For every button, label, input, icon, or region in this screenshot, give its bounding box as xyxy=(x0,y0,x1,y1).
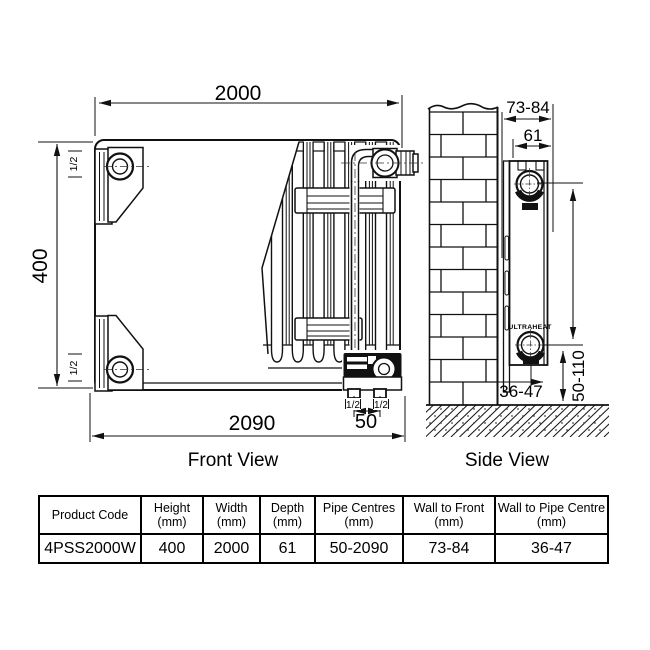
bottom-right-valve xyxy=(342,350,404,398)
cell-product-code: 4PSS2000W xyxy=(39,534,141,563)
wall-top-edge xyxy=(428,104,498,109)
cell-depth: 61 xyxy=(260,534,315,563)
spec-table-header-row xyxy=(39,496,608,534)
header-depth: Depth (mm) xyxy=(260,496,315,534)
cell-height: 400 xyxy=(141,534,203,563)
ground-hatch xyxy=(400,405,650,438)
fin-bracket-upper xyxy=(295,188,395,213)
tapping-label-bottom-right-2: 1/2 xyxy=(374,400,388,411)
front-view-drawing xyxy=(95,140,424,398)
header-wall-to-front: Wall to Front (mm) xyxy=(403,496,495,534)
side-view-caption: Side View xyxy=(464,450,550,471)
dim-depth-label: 61 xyxy=(523,126,543,145)
tapping-label-top-left: 1/2 xyxy=(68,156,80,172)
dim-wall-to-front-label: 73-84 xyxy=(506,98,550,117)
cell-wall-to-front: 73-84 xyxy=(403,534,495,563)
cell-pipe-centres: 50-2090 xyxy=(315,534,403,563)
brick-wall xyxy=(430,107,499,405)
cell-wall-to-pipe-centre: 36-47 xyxy=(495,534,608,563)
spec-table xyxy=(38,495,609,564)
front-view-caption: Front View xyxy=(187,450,279,471)
radiator-side-profile xyxy=(510,161,548,365)
cell-width: 2000 xyxy=(203,534,260,563)
brand-text: ULTRAHEAT xyxy=(508,324,552,331)
spec-table-data-row xyxy=(39,534,608,563)
tapping-label-bottom-right-1: 1/2 xyxy=(346,400,360,411)
dim-floor-to-pipe-label: 50-110 xyxy=(569,350,588,402)
dim-pipe-span-label: 2090 xyxy=(228,412,276,435)
header-width: Width (mm) xyxy=(203,496,260,534)
header-height: Height (mm) xyxy=(141,496,203,534)
header-wall-to-pipe-centre: Wall to Pipe Centre (mm) xyxy=(495,496,608,534)
dim-width-top-label: 2000 xyxy=(214,82,262,105)
dim-wall-to-pipe-label: 36-47 xyxy=(499,382,543,401)
dim-pipe-pair-label: 50 xyxy=(354,411,378,433)
dim-height-label: 400 xyxy=(29,248,52,284)
tapping-label-bottom-left: 1/2 xyxy=(68,360,80,376)
header-pipe-centres: Pipe Centres (mm) xyxy=(315,496,403,534)
header-product-code: Product Code xyxy=(39,496,141,534)
